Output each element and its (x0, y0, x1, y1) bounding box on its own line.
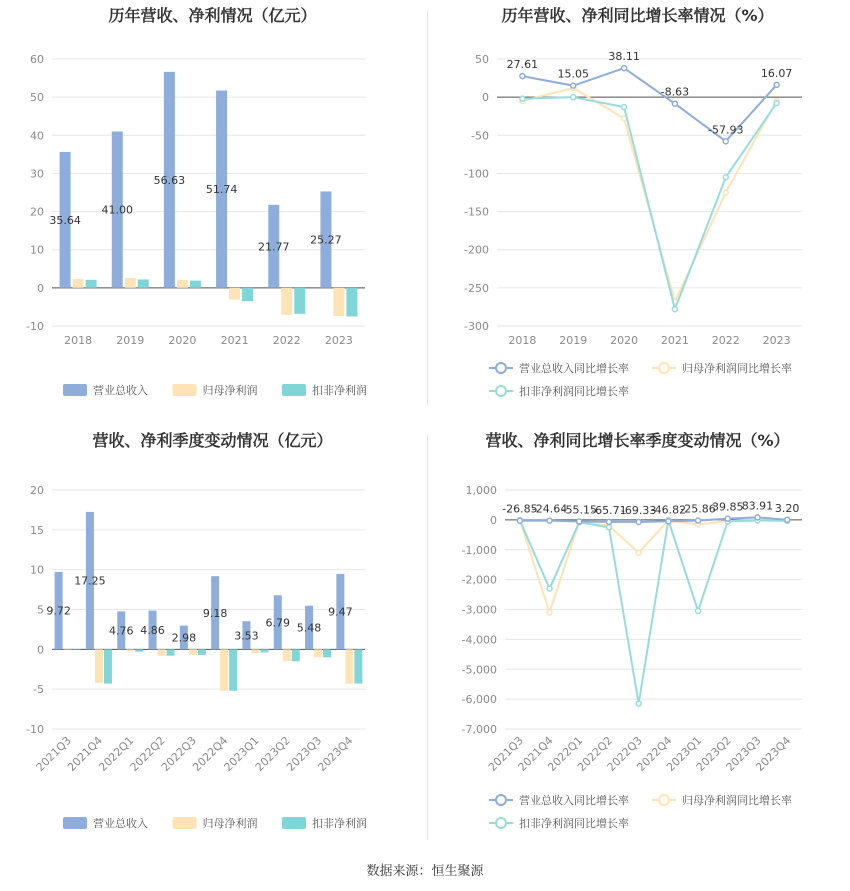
point-deducted-profit (520, 96, 525, 101)
line-data-label: -46.82 (650, 503, 687, 517)
x-tick-label: 2023Q2 (252, 733, 293, 774)
x-tick-label: 2022 (711, 334, 740, 347)
line-net-profit (522, 85, 776, 302)
legend-swatch (63, 817, 87, 829)
y-tick-label: -3,000 (461, 603, 497, 617)
x-tick-label: 2023Q1 (664, 733, 705, 774)
y-tick-label: 30 (30, 167, 44, 181)
legend-label: 归母净利润同比增长率 (682, 794, 792, 807)
chart-title: 历年营收、净利情况（亿元） (108, 6, 317, 25)
legend-label: 归母净利润同比增长率 (682, 362, 792, 375)
y-tick-label: -7,000 (461, 723, 497, 736)
bar-data-label: 9.18 (202, 606, 228, 620)
chart-title: 历年营收、净利同比增长率情况（%） (501, 6, 774, 25)
point-revenue (774, 82, 779, 87)
y-tick-label: 0 (37, 281, 44, 295)
bar-net-profit (177, 280, 188, 288)
y-tick-label: 15 (30, 523, 44, 537)
vertical-divider-top (427, 10, 428, 405)
point-revenue (577, 519, 582, 524)
x-tick-label: 2023 (324, 334, 353, 347)
y-tick-label: 10 (30, 563, 44, 577)
bar-deducted-profit (167, 649, 175, 655)
y-tick-label: 60 (30, 53, 44, 66)
y-tick-label: -100 (464, 167, 489, 181)
point-deducted-profit (547, 586, 552, 591)
line-data-label: -8.63 (660, 85, 690, 99)
chart-title: 营收、净利同比增长率季度变动情况（%） (485, 431, 790, 450)
point-deducted-profit (606, 525, 611, 530)
x-tick-label: 2022Q1 (96, 733, 137, 774)
point-revenue (755, 515, 760, 520)
bar-data-label: 2.98 (171, 631, 197, 645)
point-revenue (666, 519, 671, 524)
bar-deducted-profit (86, 280, 97, 288)
y-tick-label: -5,000 (461, 663, 497, 677)
line-data-label: -65.71 (591, 503, 627, 517)
bar-deducted-profit (135, 649, 143, 651)
line-deducted-profit (520, 520, 787, 703)
chart-quarterly-amount (0, 425, 425, 855)
y-tick-label: -50 (471, 129, 489, 143)
y-tick-label: -5 (33, 683, 44, 697)
bar-data-label: 9.72 (46, 604, 71, 618)
point-revenue (723, 139, 728, 144)
chart-quarterly-growth (425, 425, 850, 855)
bar-net-profit (333, 288, 344, 316)
legend-swatch (173, 817, 197, 829)
y-tick-label: -6,000 (461, 693, 497, 707)
point-revenue (696, 518, 701, 523)
x-tick-label: 2018 (508, 334, 537, 347)
x-tick-label: 2023Q2 (693, 733, 734, 774)
bar-deducted-profit (229, 649, 237, 690)
point-deducted-profit (672, 307, 677, 312)
legend-label: 归母净利润 (202, 817, 258, 830)
x-tick-label: 2021 (660, 334, 689, 347)
y-tick-label: 50 (30, 91, 44, 105)
bar-net-profit (283, 649, 291, 661)
bar-data-label: 17.25 (74, 574, 106, 588)
line-data-label: -55.15 (561, 503, 597, 517)
bar-data-label: 51.74 (205, 183, 238, 197)
y-tick-label: 5 (37, 603, 44, 617)
y-tick-label: -10 (26, 320, 44, 333)
bar-deducted-profit (260, 649, 268, 652)
legend-label: 营业总收入 (93, 817, 148, 830)
bar-data-label: 9.47 (328, 605, 353, 619)
y-tick-label: -1,000 (461, 543, 497, 557)
point-revenue (606, 519, 611, 524)
bar-net-profit (64, 649, 72, 650)
bar-net-profit (281, 288, 292, 315)
x-tick-label: 2022Q1 (545, 733, 586, 774)
point-net-profit (547, 610, 552, 615)
x-tick-label: 2022Q4 (634, 733, 675, 774)
legend-swatch (173, 384, 197, 396)
bar-net-profit (126, 649, 134, 651)
point-deducted-profit (636, 701, 641, 706)
y-tick-label: 0 (482, 91, 489, 105)
point-deducted-profit (723, 175, 728, 180)
x-tick-label: 2021Q4 (65, 733, 106, 774)
chart-annual-amount (0, 0, 425, 410)
y-tick-label: 20 (30, 205, 44, 219)
point-revenue (571, 83, 576, 88)
x-tick-label: 2023Q3 (723, 733, 764, 774)
point-revenue (622, 66, 627, 71)
line-data-label: -24.64 (531, 502, 568, 516)
legend-label: 扣非净利润同比增长率 (519, 385, 629, 398)
legend-marker (496, 386, 506, 396)
bar-net-profit (345, 649, 353, 683)
legend-label: 扣非净利润同比增长率 (519, 817, 629, 830)
vertical-divider-bottom (427, 435, 428, 840)
y-tick-label: 0 (37, 643, 44, 657)
bar-net-profit (158, 649, 166, 655)
bar-data-label: 35.64 (49, 213, 81, 227)
bar-net-profit (189, 649, 197, 655)
bar-data-label: 56.63 (153, 173, 186, 187)
x-tick-label: 2022 (272, 334, 301, 347)
line-data-label: -57.93 (708, 123, 744, 137)
bar-deducted-profit (292, 649, 300, 661)
legend-label: 营业总收入同比增长率 (519, 794, 629, 807)
x-tick-label: 2019 (559, 334, 588, 347)
legend-swatch (282, 384, 306, 396)
legend-label: 营业总收入同比增长率 (519, 362, 629, 375)
x-tick-label: 2023Q4 (753, 733, 794, 774)
y-tick-label: 40 (30, 129, 44, 143)
chart-annual-growth (425, 0, 850, 410)
bar-deducted-profit (346, 288, 357, 317)
line-data-label: -25.86 (680, 502, 716, 516)
bar-data-label: 4.86 (140, 623, 165, 637)
x-tick-label: 2023 (762, 334, 791, 347)
x-tick-label: 2022Q2 (127, 733, 168, 774)
bar-deducted-profit (198, 649, 206, 655)
x-tick-label: 2020 (610, 334, 639, 347)
bar-net-profit (314, 649, 322, 657)
point-deducted-profit (622, 105, 627, 110)
bar-deducted-profit (190, 281, 201, 288)
line-data-label: 38.11 (608, 50, 640, 64)
bar-net-profit (229, 288, 240, 300)
bar-data-label: 5.48 (296, 621, 322, 635)
x-tick-label: 2022Q3 (158, 733, 199, 774)
legend-marker (496, 795, 506, 805)
line-data-label: 15.05 (557, 67, 589, 81)
y-tick-label: -150 (464, 205, 489, 219)
y-tick-label: -2,000 (461, 573, 497, 587)
point-net-profit (636, 550, 641, 555)
x-tick-label: 2023Q3 (284, 733, 325, 774)
y-tick-label: 10 (30, 243, 44, 257)
x-tick-label: 2023Q4 (315, 733, 356, 774)
point-deducted-profit (696, 608, 701, 613)
bar-deducted-profit (73, 649, 81, 650)
bar-deducted-profit (294, 288, 305, 314)
line-data-label: -26.85 (502, 502, 538, 516)
bar-net-profit (73, 279, 84, 288)
line-data-label: 3.20 (774, 501, 800, 515)
x-tick-label: 2021Q3 (485, 733, 526, 774)
y-tick-label: -300 (464, 320, 489, 333)
bar-deducted-profit (323, 649, 331, 657)
line-data-label: 16.07 (760, 66, 793, 80)
bar-data-label: 25.27 (310, 233, 342, 247)
y-tick-label: 50 (475, 53, 489, 66)
point-revenue (547, 518, 552, 523)
y-tick-label: -250 (464, 281, 489, 295)
bar-deducted-profit (354, 649, 362, 683)
y-tick-label: 20 (30, 484, 44, 497)
x-tick-label: 2020 (168, 334, 197, 347)
x-tick-label: 2021 (220, 334, 249, 347)
x-tick-label: 2023Q1 (221, 733, 262, 774)
legend-label: 归母净利润 (202, 384, 258, 397)
point-deducted-profit (571, 95, 576, 100)
point-net-profit (723, 190, 728, 195)
legend-marker (659, 795, 669, 805)
legend-label: 扣非净利润 (312, 817, 367, 830)
x-tick-label: 2019 (116, 334, 145, 347)
bar-net-profit (95, 649, 103, 682)
y-tick-label: 0 (490, 513, 497, 527)
line-data-label: 83.91 (741, 499, 774, 513)
y-tick-label: 1,000 (465, 484, 497, 497)
bar-data-label: 6.79 (265, 616, 290, 630)
point-deducted-profit (774, 101, 779, 106)
line-data-label: 39.85 (712, 500, 744, 514)
bar-net-profit (251, 649, 259, 653)
point-revenue (672, 101, 677, 106)
legend-swatch (282, 817, 306, 829)
legend-swatch (63, 384, 87, 396)
line-data-label: -69.33 (620, 503, 657, 517)
point-revenue (636, 519, 641, 524)
bar-net-profit (220, 649, 228, 690)
bar-net-profit (125, 278, 136, 288)
point-revenue (520, 74, 525, 79)
y-tick-label: -200 (464, 243, 489, 257)
bar-deducted-profit (104, 649, 112, 683)
x-tick-label: 2021Q3 (33, 733, 74, 774)
bar-data-label: 3.53 (234, 629, 259, 643)
legend-label: 扣非净利润 (312, 384, 367, 397)
bar-deducted-profit (242, 288, 253, 301)
x-tick-label: 2018 (64, 334, 93, 347)
x-tick-label: 2022Q3 (604, 733, 645, 774)
point-revenue (517, 518, 522, 523)
bar-data-label: 21.77 (258, 240, 290, 254)
chart-title: 营收、净利季度变动情况（亿元） (92, 431, 333, 450)
legend-marker (496, 363, 506, 373)
x-tick-label: 2021Q4 (515, 733, 556, 774)
bar-data-label: 41.00 (101, 203, 133, 217)
line-data-label: 27.61 (506, 58, 539, 72)
y-tick-label: -10 (26, 723, 44, 736)
x-tick-label: 2022Q2 (575, 733, 616, 774)
bar-data-label: 4.76 (109, 624, 134, 638)
legend-marker (496, 818, 506, 828)
data-source-footer: 数据来源：恒生聚源 (366, 864, 484, 879)
y-tick-label: -4,000 (461, 633, 497, 647)
x-tick-label: 2022Q4 (190, 733, 231, 774)
legend-label: 营业总收入 (93, 384, 148, 397)
point-revenue (785, 517, 790, 522)
bar-deducted-profit (138, 279, 149, 287)
point-revenue (725, 516, 730, 521)
legend-marker (659, 363, 669, 373)
